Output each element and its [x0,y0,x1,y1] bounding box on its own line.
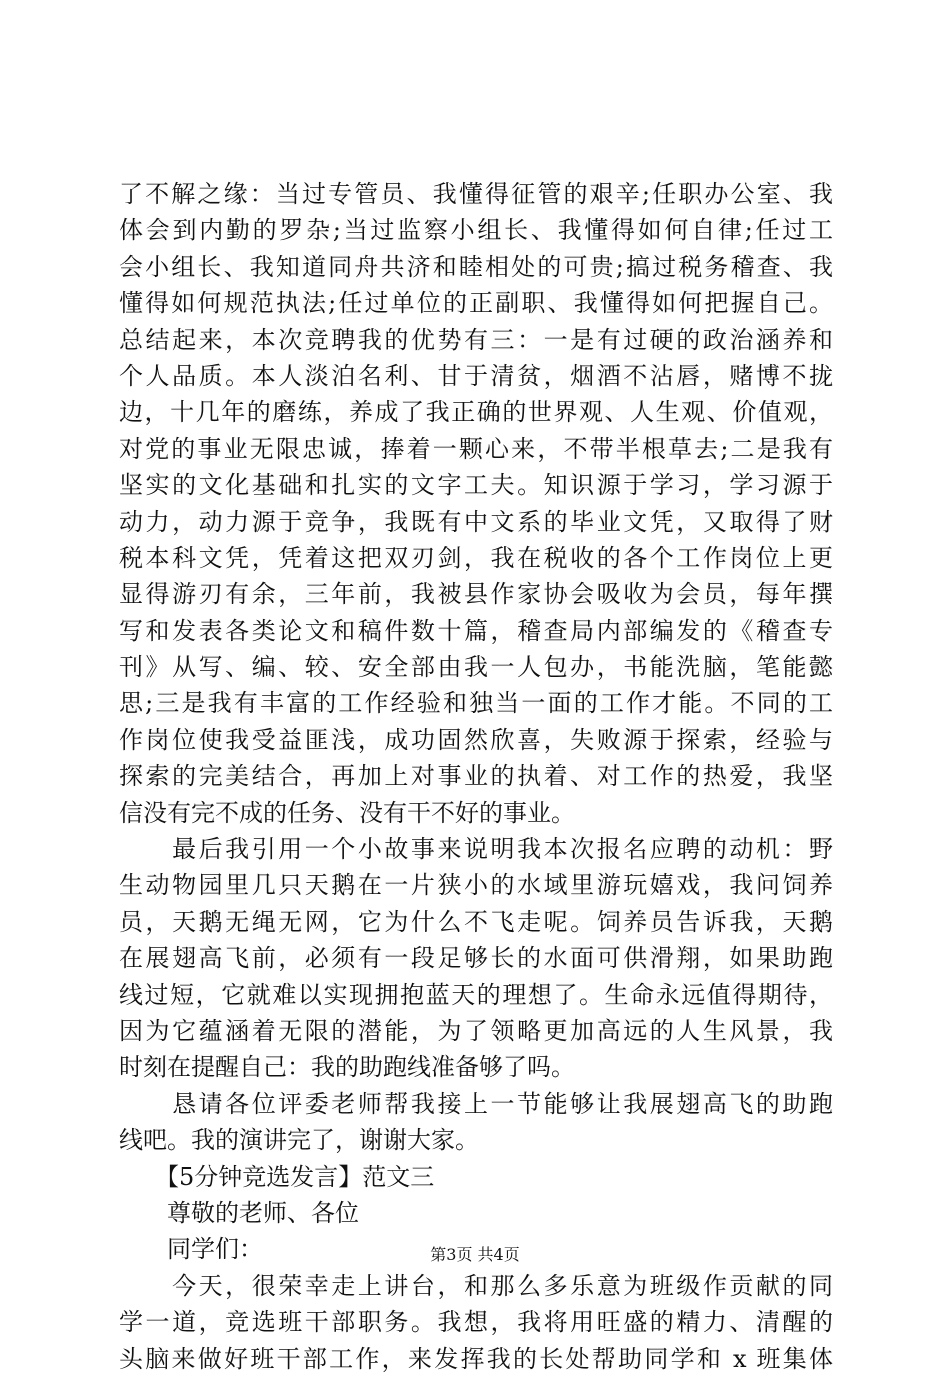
text-line: 信没有完不成的任务、没有干不好的事业。 [119,798,575,827]
text-line: 体会到内勤的罗杂;当过监察小组长、我懂得如何自律;任过工 [119,216,833,245]
text-line: 显得游刃有余，三年前，我被县作家协会吸收为会员，每年撰 [119,580,833,609]
document-body [119,176,833,1377]
text-line: 个人品质。本人淡泊名利、甘于清贫，烟酒不沾唇，赌博不拢 [119,361,833,390]
text-line: 学一道，竞选班干部职务。我想，我将用旺盛的精力、清醒的 [119,1308,833,1337]
text-line: 时刻在提醒自己：我的助跑线准备够了吗。 [119,1053,575,1082]
text-line: 对党的事业无限忠诚，捧着一颗心来，不带半根草去;二是我有 [119,434,833,463]
text-line: 了不解之缘：当过专管员、我懂得征管的艰辛;任职办公室、我 [119,180,833,208]
text-line: 动力，动力源于竞争，我既有中文系的毕业文凭，又取得了财 [119,507,833,536]
text-line: 写和发表各类论文和稿件数十篇，稽查局内部编发的《稽查专 [119,616,833,645]
text-line: 线吧。我的演讲完了，谢谢大家。 [119,1126,479,1155]
text-line: 生动物园里几只天鹅在一片狭小的水域里游玩嬉戏，我问饲养 [119,871,833,900]
page-footer: 第3页 共4页 [430,1245,520,1264]
text-line: 恳请各位评委老师帮我接上一节能够让我展翅高飞的助跑 [119,1089,833,1118]
text-line: 懂得如何规范执法;任过单位的正副职、我懂得如何把握自己。 [119,289,833,318]
text-line: 思;三是我有丰富的工作经验和独当一面的工作才能。不同的工 [119,689,833,718]
text-line: 员，天鹅无绳无网，它为什么不飞走呢。饲养员告诉我，天鹅 [119,907,833,936]
text-line: 探索的完美结合，再加上对事业的执着、对工作的热爱，我坚 [119,762,833,791]
text-line: 坚实的文化基础和扎实的文字工夫。知识源于学习，学习源于 [119,471,833,500]
text-line: 今天，很荣幸走上讲台，和那么多乐意为班级作贡献的同 [119,1271,833,1300]
text-line: 因为它蕴涵着无限的潜能，为了领略更加高远的人生风景，我 [119,1016,833,1045]
text-line: 在展翅高飞前，必须有一段足够长的水面可供滑翔，如果助跑 [119,944,833,973]
text-line: 头脑来做好班干部工作，来发挥我的长处帮助同学和 x 班集体 [119,1344,833,1373]
text-line: 边，十几年的磨练，养成了我正确的世界观、人生观、价值观， [119,398,833,427]
text-line: 【5分钟竞选发言】范文三 [119,1162,435,1191]
text-line: 线过短，它就难以实现拥抱蓝天的理想了。生命永远值得期待， [119,980,833,1009]
text-line: 会小组长、我知道同舟共济和睦相处的可贵;搞过税务稽查、我 [119,252,833,281]
text-line: 总结起来，本次竞聘我的优势有三：一是有过硬的政治涵养和 [119,325,833,354]
text-line: 尊敬的老师、各位 [119,1198,359,1227]
text-line: 税本科文凭，凭着这把双刃剑，我在税收的各个工作岗位上更 [119,543,833,572]
text-line: 同学们： [119,1235,263,1264]
text-line: 刊》从写、编、较、安全部由我一人包办，书能洗脑，笔能懿 [119,653,833,682]
text-line: 作岗位使我受益匪浅，成功固然欣喜，失败源于探索，经验与 [119,725,833,754]
text-line: 最后我引用一个小故事来说明我本次报名应聘的动机：野 [119,835,833,864]
